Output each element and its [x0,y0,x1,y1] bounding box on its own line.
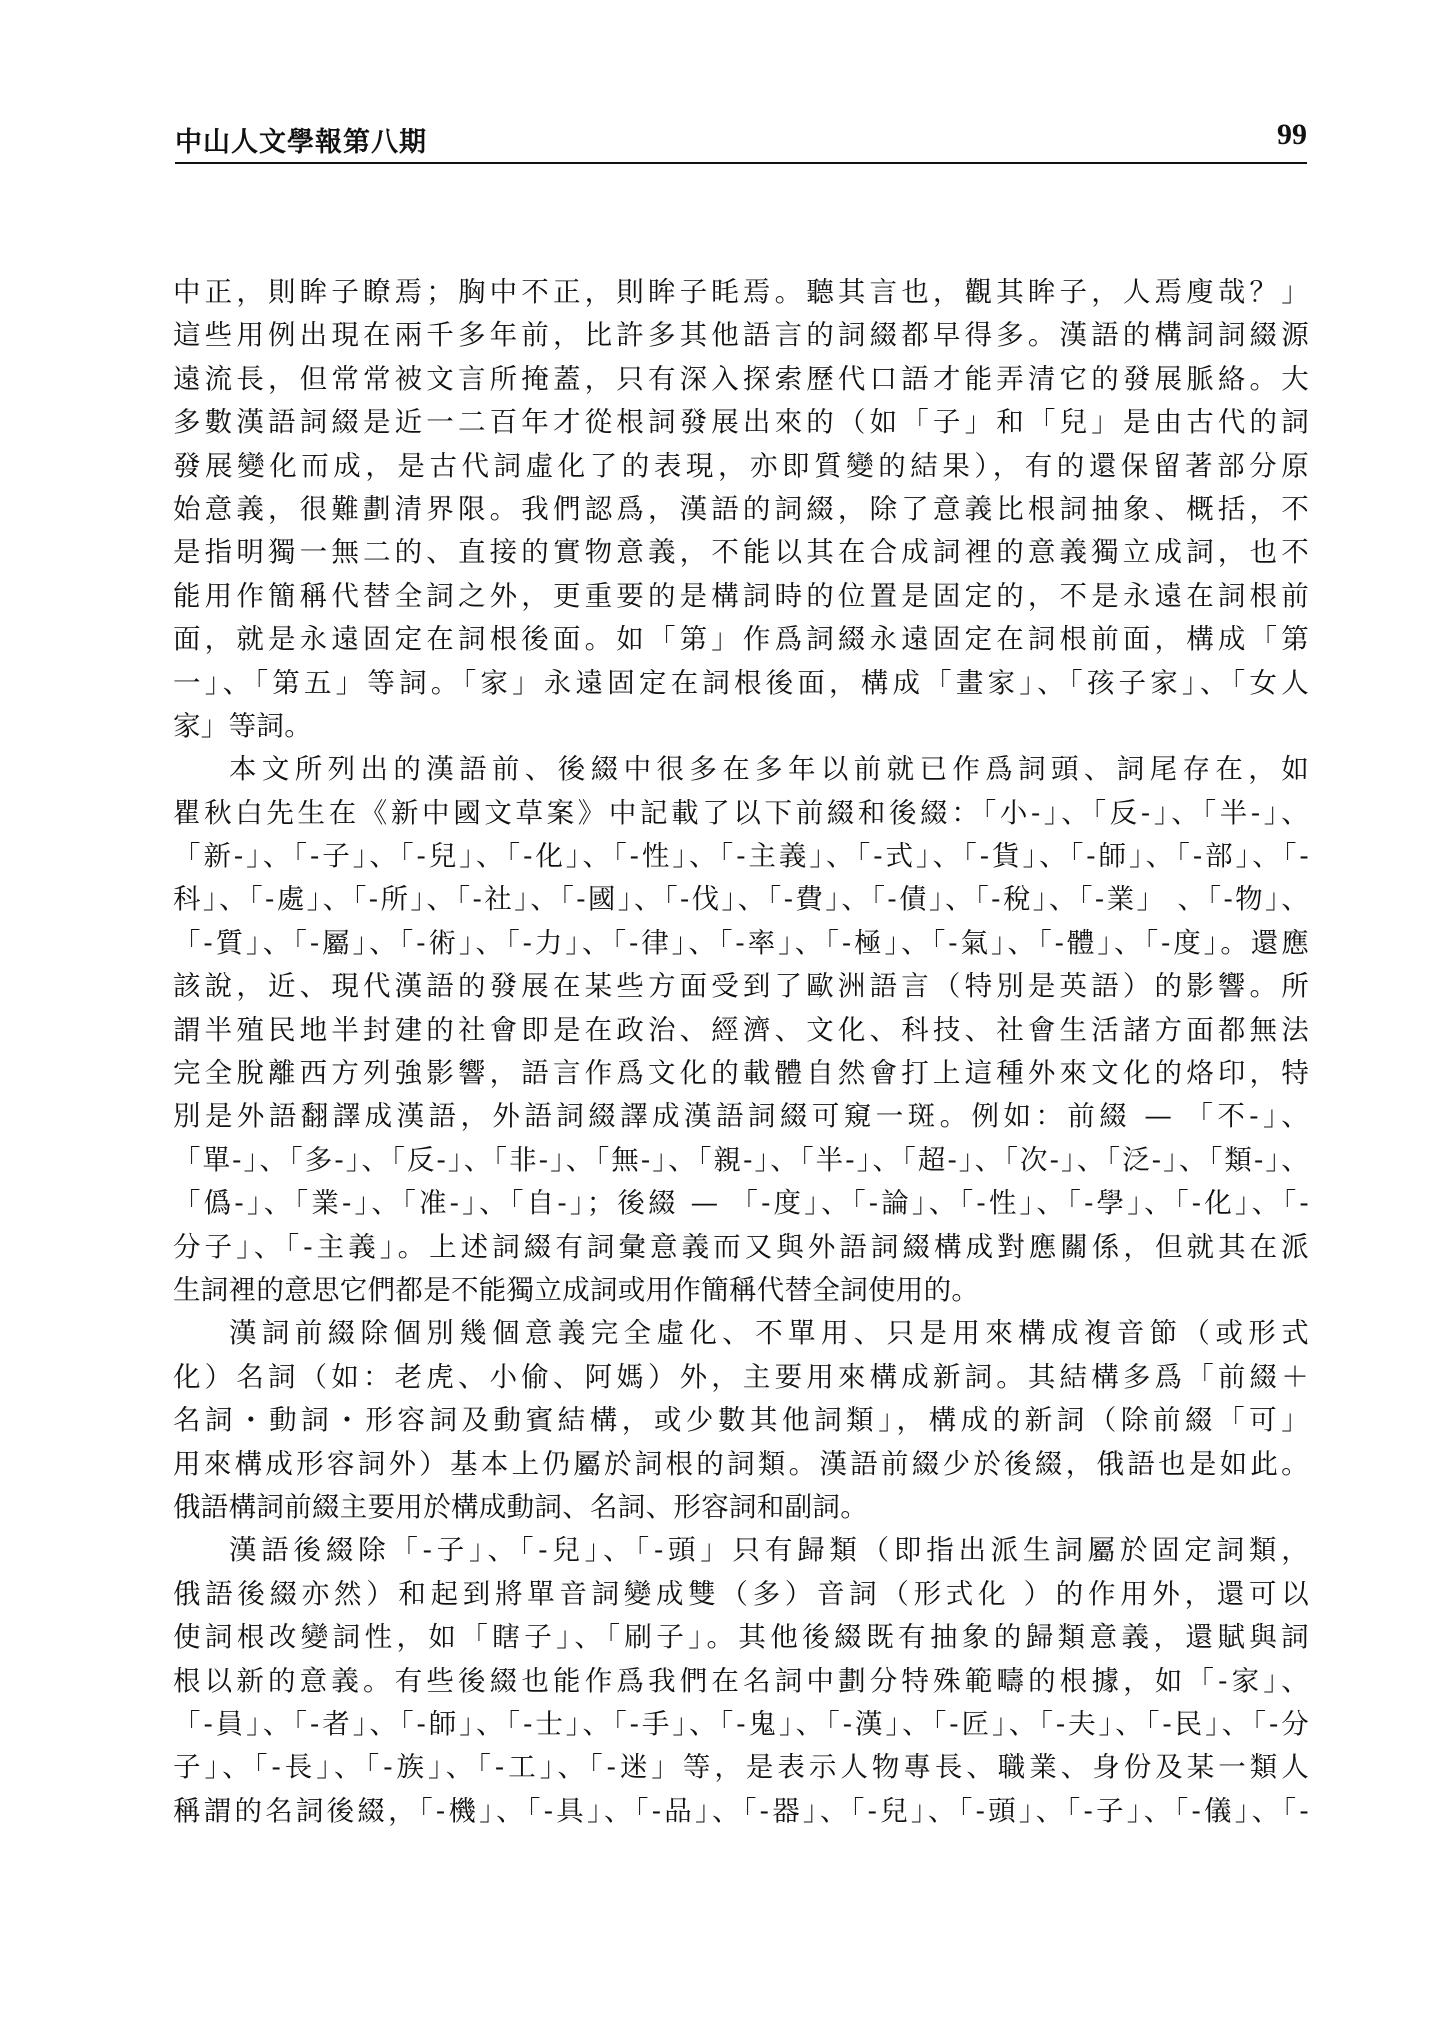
body-text [173,271,1309,1833]
text-line: 「僞-」、「業-」、「准-」、「自-」；後綴 — 「-度」、「-論」、「-性」、「-學」、「-化」、「- [173,1187,1309,1220]
journal-title: 中山人文學報第八期 [175,127,427,158]
text-line: 家」等詞。 [173,709,312,742]
text-line: 「-質」、「-屬」、「-術」、「-力」、「-律」、「-率」、「-極」、「-氣」、「-體」、「-度」。還應 [173,926,1309,959]
text-line: 科」、「-處」、「-所」、「-社」、「-國」、「-伐」、「-費」、「-債」、「-稅」、「-業」 、「-物」、 [173,883,1309,916]
text-line: 能用作簡稱代替全詞之外，更重要的是構詞時的位置是固定的，不是永遠在詞根前 [173,579,1309,612]
paragraph-start-line: 本文所列出的漢語前、後綴中很多在多年以前就已作爲詞頭、詞尾存在，如 [229,753,1309,786]
text-line: 發展變化而成，是古代詞虛化了的表現，亦即質變的結果），有的還保留著部分原 [173,449,1309,482]
page-number: 99 [1277,118,1307,151]
text-line: 這些用例出現在兩千多年前，比許多其他語言的詞綴都早得多。漢語的構詞詞綴源 [173,319,1309,352]
text-line: 「單-」、「多-」、「反-」、「非-」、「無-」、「親-」、「半-」、「超-」、「次-」、「泛-」、「類-」、 [173,1143,1309,1176]
text-line: 根以新的意義。有些後綴也能作爲我們在名詞中劃分特殊範疇的根據，如「-家」、 [173,1664,1309,1697]
text-line: 名詞・動詞・形容詞及動賓結構，或少數其他詞類」，構成的新詞（除前綴「可」 [173,1404,1309,1437]
text-line: 分子」、「-主義」。上述詞綴有詞彙意義而又與外語詞綴構成對應關係，但就其在派 [173,1230,1309,1263]
text-line: 中正，則眸子瞭焉；胸中不正，則眸子眊焉。聽其言也，觀其眸子，人焉廋哉？」 [173,276,1309,308]
text-line: 面，就是永遠固定在詞根後面。如「第」作爲詞綴永遠固定在詞根前面，構成「第 [173,623,1309,656]
text-line: 「-員」、「-者」、「-師」、「-士」、「-手」、「-鬼」、「-漢」、「-匠」、「-夫」、「-民」、「-分 [173,1707,1309,1740]
paragraph-start-line: 漢詞前綴除個別幾個意義完全虛化、不單用、只是用來構成複音節（或形式 [229,1317,1309,1350]
text-line: 用來構成形容詞外）基本上仍屬於詞根的詞類。漢語前綴少於後綴，俄語也是如此。 [173,1447,1309,1480]
paragraph-start-line: 漢語後綴除「-子」、「-兒」、「-頭」只有歸類（即指出派生詞屬於固定詞類， [229,1534,1309,1567]
text-line: 一」、「第五」等詞。「家」永遠固定在詞根後面，構成「畫家」、「孩子家」、「女人 [173,666,1309,699]
text-line: 始意義，很難劃清界限。我們認爲，漢語的詞綴，除了意義比根詞抽象、概括，不 [173,492,1309,525]
text-line: 「新-」、「-子」、「-兒」、「-化」、「-性」、「-主義」、「-式」、「-貨」、「-師」、「-部」、「- [173,840,1309,873]
text-line: 完全脫離西方列強影響，語言作爲文化的載體自然會打上這種外來文化的烙印，特 [173,1057,1309,1090]
text-line: 多數漢語詞綴是近一二百年才從根詞發展出來的（如「子」和「兒」是由古代的詞 [173,406,1309,439]
text-line: 瞿秋白先生在《新中國文草案》中記載了以下前綴和後綴：「小-」、「反-」、「半-」、 [173,796,1309,829]
text-line: 俄語構詞前綴主要用於構成動詞、名詞、形容詞和副詞。 [173,1490,868,1523]
text-line: 生詞裡的意思它們都是不能獨立成詞或用作簡稱代替全詞使用的。 [173,1273,980,1306]
text-line: 化）名詞（如：老虎、小偷、阿媽）外，主要用來構成新詞。其結構多爲「前綴＋ [173,1360,1309,1393]
text-line: 子」、「-長」、「-族」、「-工」、「-迷」等，是表示人物專長、職業、身份及某一類人 [173,1751,1309,1784]
text-line: 遠流長，但常常被文言所掩蓋，只有深入探索歷代口語才能弄清它的發展脈絡。大 [173,362,1309,395]
text-line: 該說，近、現代漢語的發展在某些方面受到了歐洲語言（特別是英語）的影響。所 [173,970,1309,1003]
text-line: 別是外語翻譯成漢語，外語詞綴譯成漢語詞綴可窺一斑。例如：前綴 — 「不-」、 [173,1100,1309,1133]
text-line: 使詞根改變詞性，如「瞎子」、「刷子」。其他後綴既有抽象的歸類意義，還賦與詞 [173,1621,1309,1654]
text-line: 俄語後綴亦然）和起到將單音詞變成雙（多）音詞（形式化 ）的作用外，還可以 [173,1577,1309,1610]
running-header [175,118,1307,164]
text-line: 是指明獨一無二的、直接的實物意義，不能以其在合成詞裡的意義獨立成詞，也不 [173,536,1309,569]
text-line: 稱謂的名詞後綴，「-機」、「-具」、「-品」、「-器」、「-兒」、「-頭」、「-子」、「-儀」、「- [173,1794,1309,1827]
text-line: 謂半殖民地半封建的社會即是在政治、經濟、文化、科技、社會生活諸方面都無法 [173,1013,1309,1046]
